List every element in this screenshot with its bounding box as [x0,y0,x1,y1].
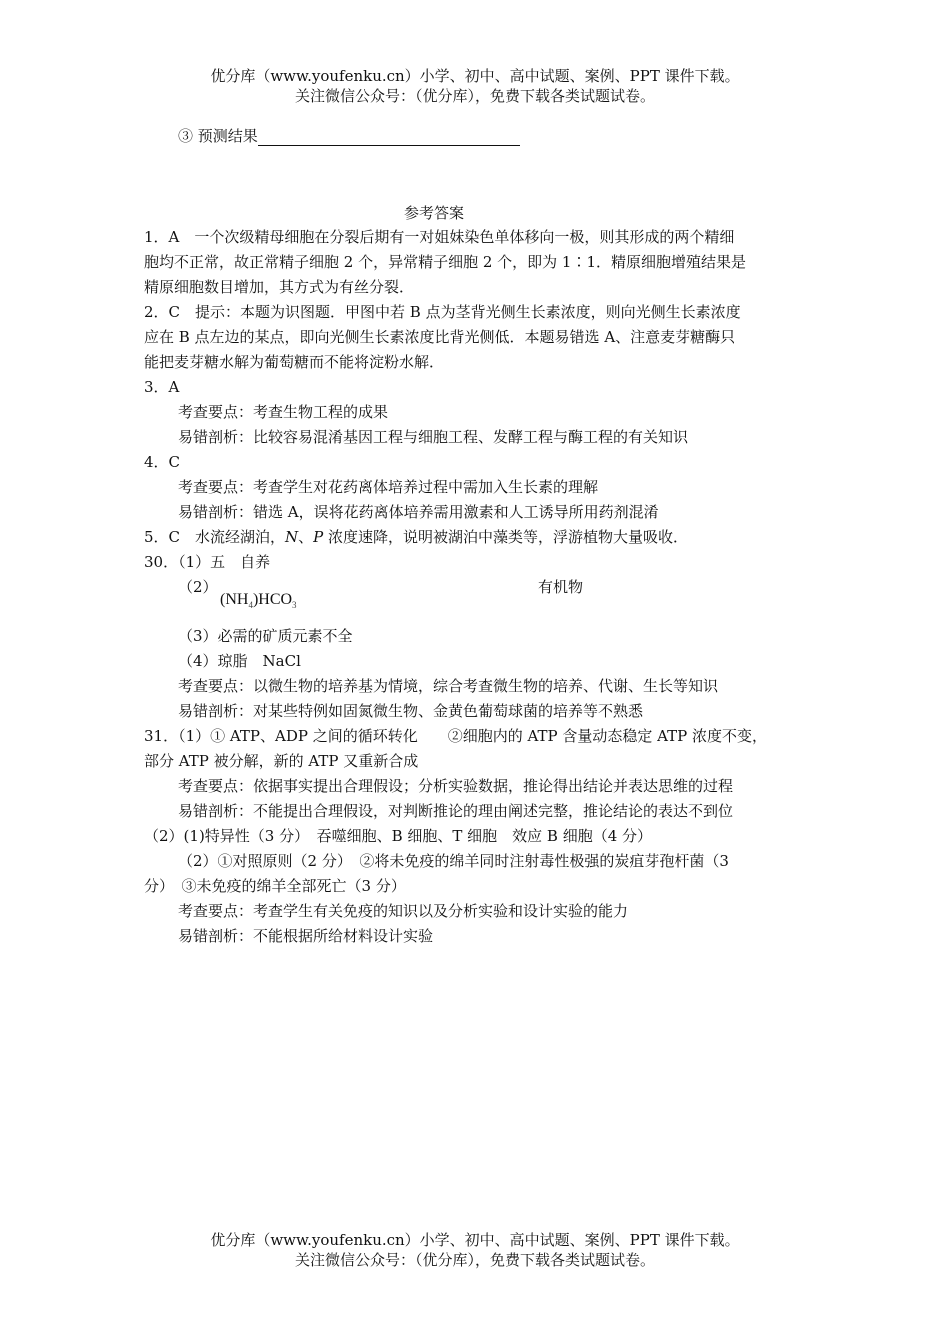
answer-2-line-3: 能把麦芽糖水解为葡萄糖而不能将淀粉水解． [144,353,445,371]
answer-30-point: 考查要点：以微生物的培养基为情境，综合考查微生物的培养、代谢、生长等知识 [178,677,719,695]
answer-1-line-3: 精原细胞数目增加，其方式为有丝分裂． [144,278,415,296]
answer-5-sep: 、 [298,528,314,546]
chemical-formula [220,590,297,615]
answer-5-p: P [313,528,324,546]
header-line-2: 关注微信公众号：（优分库），免费下载各类试题试卷。 [294,87,655,105]
predict-result-label: ③ 预测结果 [178,127,258,145]
answer-3-head: 3．A [144,378,180,396]
answer-5-post: 浓度速降，说明被湖泊中藻类等，浮游植物大量吸收． [323,528,689,546]
answer-2-line-2: 应在 B 点左边的某点，即向光侧生长素浓度比背光侧低．本题易错选 A、注意麦芽糖酶只 [144,328,736,346]
answer-3-point: 考查要点：考查生物工程的成果 [178,403,389,421]
answer-5-n: N [285,528,299,546]
answer-1-line-1: 1．A 一个次级精母细胞在分裂后期有一对姐妹染色单体移向一极，则其形成的两个精细 [144,228,735,246]
answer-2-line-1: 2．C 提示：本题为识图题．甲图中若 B 点为茎背光侧生长素浓度，则向光侧生长素浓度 [144,303,741,321]
answer-blank [258,131,520,146]
answer-5 [144,527,688,547]
answer-5-pre: 5．C 水流经湖泊， [144,528,286,546]
footer-line-1: 优分库（www.youfenku.cn）小学、初中、高中试题、案例、PPT 课件下载。 [210,1231,740,1249]
answer-31-mistake-1: 易错剖析：不能提出合理假设，对判断推论的理由阐述完整，推论结论的表达不到位 [178,802,734,820]
formula-subscript-3: 3 [292,600,297,611]
answer-30-part-2-right: 有机物 [538,578,584,596]
answer-31-line-3: （2）(1)特异性（3 分） 吞噬细胞、B 细胞、T 细胞 效应 B 细胞（4 分） [144,827,653,845]
formula-part-b: )HCO [252,591,293,608]
answer-3-mistake: 易错剖析：比较容易混淆基因工程与细胞工程、发酵工程与酶工程的有关知识 [178,428,689,446]
answer-31-line-2: 部分 ATP 被分解，新的 ATP 又重新合成 [144,752,419,770]
answer-title: 参考答案 [404,204,465,222]
answer-31-point-1: 考查要点：依据事实提出合理假设；分析实验数据，推论得出结论并表达思维的过程 [178,777,734,795]
footer-line-2: 关注微信公众号：（优分库），免费下载各类试题试卷。 [294,1251,655,1269]
header-line-1: 优分库（www.youfenku.cn）小学、初中、高中试题、案例、PPT 课件下载。 [210,67,740,85]
answer-1-line-2: 胞均不正常，故正常精子细胞 2 个，异常精子细胞 2 个，即为 1∶1．精原细胞增殖结果是 [144,253,747,271]
answer-30-part-4: （4）琼脂 NaCl [178,652,301,670]
formula-part-a: (NH [220,591,249,608]
formula-subscript-4: 4 [248,600,253,611]
answer-31-line-5: 分） ③未免疫的绵羊全部死亡（3 分） [144,877,406,895]
predict-result-line [178,126,520,146]
answer-30-part-2-label: （2） [178,578,218,596]
answer-30-mistake: 易错剖析：对某些特例如固氮微生物、金黄色葡萄球菌的培养等不熟悉 [178,702,644,720]
answer-30-part-3: （3）必需的矿质元素不全 [178,627,353,645]
answer-31-point-2: 考查要点：考查学生有关免疫的知识以及分析实验和设计实验的能力 [178,902,629,920]
answer-31-mistake-2: 易错剖析：不能根据所给材料设计实验 [178,927,434,945]
answer-31-line-4: （2）①对照原则（2 分） ②将未免疫的绵羊同时注射毒性极强的炭疽芽孢杆菌（3 [178,852,729,870]
answer-4-head: 4．C [144,453,181,471]
answer-30-part-1: 30．（1）五 自养 [144,553,271,571]
answer-4-point: 考查要点：考查学生对花药离体培养过程中需加入生长素的理解 [178,478,599,496]
answer-4-mistake: 易错剖析：错选 A，误将花药离体培养需用激素和人工诱导所用药剂混淆 [178,503,659,521]
answer-31-line-1: 31．（1）① ATP、ADP 之间的循环转化 ②细胞内的 ATP 含量动态稳定 ATP 浓度不变， [144,727,768,745]
